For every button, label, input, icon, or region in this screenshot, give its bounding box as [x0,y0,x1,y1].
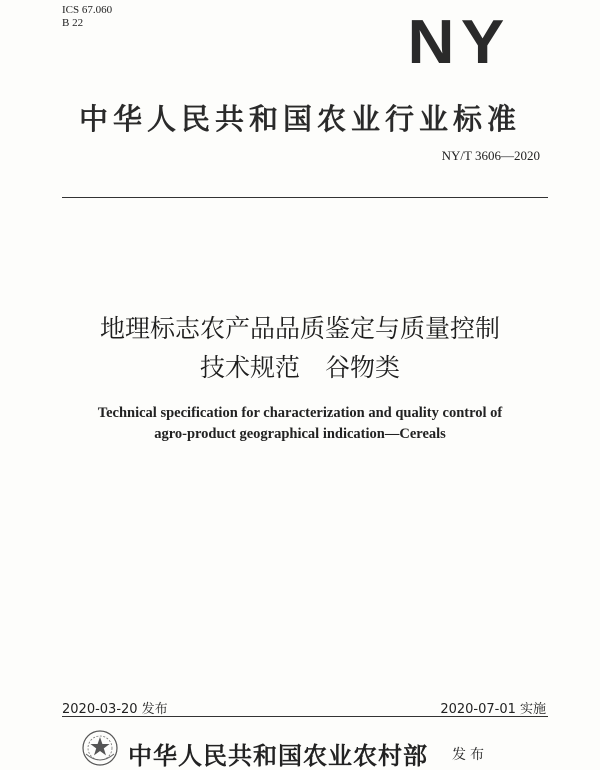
english-title-line-2: agro-product geographical indication—Cereals [154,426,446,442]
chinese-title-line-1: 地理标志农产品品质鉴定与质量控制 [99,314,500,343]
standard-number: NY/T 3606—2020 [441,148,540,163]
bottom-divider [62,716,548,717]
top-divider [62,197,548,198]
ny-logo-mark: NY [407,8,511,77]
standard-type-title: 中华人民共和国农业行业标准 [78,102,521,136]
chinese-title-line-2: 技术规范 谷物类 [199,353,400,382]
ccs-code: B 22 [62,17,84,29]
classification-codes [62,4,112,30]
ics-code: ICS 67.060 [62,4,113,16]
issuing-authority: 中华人民共和国农业农村部 [128,742,428,770]
issue-date: 2020-03-20 发布 [62,702,168,717]
implementation-date: 2020-07-01 实施 [440,702,546,717]
english-title-line-1: Technical specification for characterization and quality control of [97,405,503,421]
issued-label: 发布 [452,747,488,763]
national-emblem-icon [80,728,120,768]
